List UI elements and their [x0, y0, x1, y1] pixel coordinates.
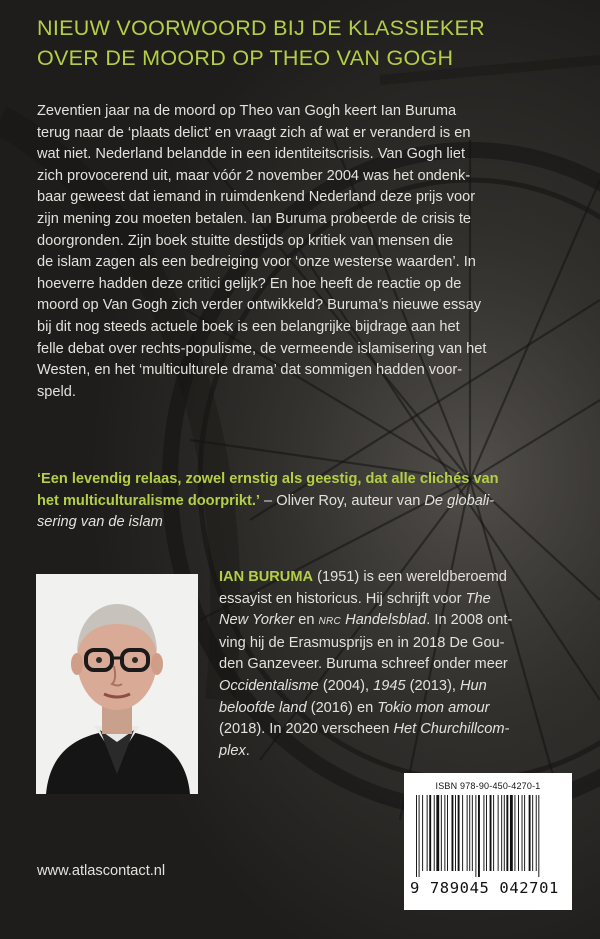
bio-line: ving hij de Erasmusprijs en in 2018 De Gou-	[219, 634, 505, 651]
barcode-bar	[514, 795, 515, 871]
barcode-bar	[447, 795, 448, 871]
bio-line	[219, 567, 579, 589]
bio-title: beloofde land	[219, 699, 307, 716]
bio-line	[219, 719, 579, 741]
barcode-bar	[501, 795, 502, 871]
bio-line	[219, 676, 579, 698]
barcode-bar	[419, 795, 420, 877]
bio-title: Occidentalisme	[219, 677, 319, 694]
barcode-bar	[510, 795, 513, 871]
barcode-bar	[475, 795, 476, 877]
barcode-bar	[467, 795, 468, 871]
author-bio	[219, 567, 579, 762]
barcode-bar	[504, 795, 505, 871]
bio-title: Handelsblad	[341, 612, 427, 629]
bio-title: New Yorker	[219, 612, 295, 629]
barcode-bar	[478, 795, 480, 877]
blurb-line: terug naar de ‘plaats delict’ en vraagt zich af wat er veranderd is en	[37, 124, 471, 141]
barcode-bar	[518, 795, 519, 871]
review-quote	[37, 469, 567, 534]
author-name: IAN BURUMA	[219, 569, 314, 585]
barcode-bar	[486, 795, 487, 871]
bio-text: (1951) is een wereldberoemd	[313, 569, 507, 585]
blurb-line: de islam zagen als een bedreiging voor ‘onze westerse waarden’. In	[37, 254, 476, 271]
bio-title: plex	[219, 742, 246, 759]
quote-book-title: De globali-	[424, 492, 495, 509]
publisher-website: www.atlascontact.nl	[37, 863, 166, 879]
blurb-line: wat niet. Nederland belandde in een identiteitscrisis. Van Gogh liet	[37, 146, 466, 163]
bio-line	[219, 698, 579, 720]
bio-title: The	[465, 590, 491, 607]
barcode-bar	[458, 795, 460, 871]
quote-line	[37, 469, 567, 491]
barcode-bar	[524, 795, 525, 871]
bio-line	[219, 610, 579, 633]
blurb-line: moord op Van Gogh zich verder ontwikkeld? Buruma’s nieuwe essay	[37, 297, 481, 314]
author-photo	[36, 574, 198, 794]
barcode-bar	[498, 795, 499, 871]
barcode-bar	[490, 795, 492, 871]
barcode-bar	[455, 795, 456, 871]
bio-title: NRC	[318, 616, 342, 628]
blurb-paragraph	[37, 101, 567, 403]
quote-book-title: sering van de islam	[37, 514, 163, 531]
bio-title: Het Churchillcom-	[393, 721, 510, 738]
blurb-line: zijn mening zou moeten betalen. Ian Buruma probeerde de crisis te	[37, 210, 472, 227]
quote-line	[37, 512, 567, 534]
quote-text: ‘Een levendig relaas, zowel ernstig als geestig, dat alle clichés van	[37, 471, 499, 487]
bio-title: 1945	[373, 677, 406, 694]
barcode-bars	[414, 795, 564, 877]
barcode-bar	[469, 795, 470, 871]
barcode-bar	[427, 795, 428, 871]
barcode-bar	[462, 795, 463, 871]
blurb-line: Zeventien jaar na de moord op Theo van Gogh keert Ian Buruma	[37, 103, 457, 119]
barcode-bar	[444, 795, 445, 871]
blurb-line: Westen, en het ‘multiculturele drama’ dat sommigen hadden voor-	[37, 362, 463, 379]
bio-line	[219, 589, 579, 611]
bio-text: essayist en historicus. Hij schrijft voor	[219, 590, 466, 607]
ean-digits: 9 789045 042701	[410, 879, 559, 897]
barcode-bar	[441, 795, 442, 871]
bio-text: (2013),	[405, 677, 460, 694]
blurb-line: zich provocerend uit, maar vóór 2 november 2004 was het ondenk-	[37, 167, 471, 184]
quote-attribution: – Oliver Roy, auteur van	[260, 492, 425, 509]
barcode-bar	[532, 795, 533, 871]
bio-title: Tokio mon amour	[377, 699, 490, 716]
barcode-bar	[529, 795, 531, 871]
bio-text: (2018). In 2020 verscheen	[219, 721, 394, 738]
bio-text: (2004),	[318, 677, 374, 694]
blurb-line: hoeverre hadden deze critici gelijk? En hoe heeft de reactie op de	[37, 275, 462, 292]
barcode-bar	[452, 795, 454, 871]
blurb-line: felle debat over rechts-populisme, de vermeende islamisering van het	[37, 340, 487, 357]
barcode-bar	[506, 795, 508, 871]
blurb-line: baar geweest dat iemand in ruimdenkend Nederland deze prijs voor	[37, 189, 476, 206]
quote-text: het multiculturalisme doorprikt.’	[37, 492, 260, 509]
barcode-bar	[416, 795, 417, 877]
bio-line: den Ganzeveer. Buruma schreef onder meer	[219, 656, 508, 673]
blurb-line: speld.	[37, 383, 76, 400]
bio-text: (2016) en	[306, 699, 378, 716]
author-portrait-illustration	[36, 574, 198, 794]
barcode-bar	[483, 795, 484, 871]
barcode-bar	[522, 795, 523, 871]
barcode-bar	[436, 795, 439, 871]
headline: NIEUW VOORWOORD BIJ DE KLASSIEKER OVER DE MOORD OP THEO VAN GOGH	[37, 16, 485, 70]
bio-text: . In 2008 ont-	[426, 612, 513, 629]
bio-line	[219, 741, 579, 763]
blurb-line: doorgronden. Zijn boek stuitte destijds op kritiek van mensen die	[37, 232, 454, 249]
bio-title: Hun	[459, 677, 487, 694]
bio-text: .	[245, 742, 250, 759]
blurb-line: bij dit nog steeds actuele boek is een belangrijke bijdrage aan het	[37, 318, 460, 335]
quote-line	[37, 491, 567, 513]
isbn-barcode	[404, 773, 572, 910]
bio-text: en	[294, 612, 319, 629]
barcode-bar	[422, 795, 423, 871]
barcode-bar	[536, 795, 537, 871]
barcode-bar	[493, 795, 494, 871]
barcode-bar	[538, 795, 539, 877]
barcode-bar	[434, 795, 435, 871]
barcode-bar	[429, 795, 431, 871]
isbn-label: ISBN 978-90-450-4270-1	[435, 781, 541, 791]
barcode-bar	[472, 795, 473, 871]
